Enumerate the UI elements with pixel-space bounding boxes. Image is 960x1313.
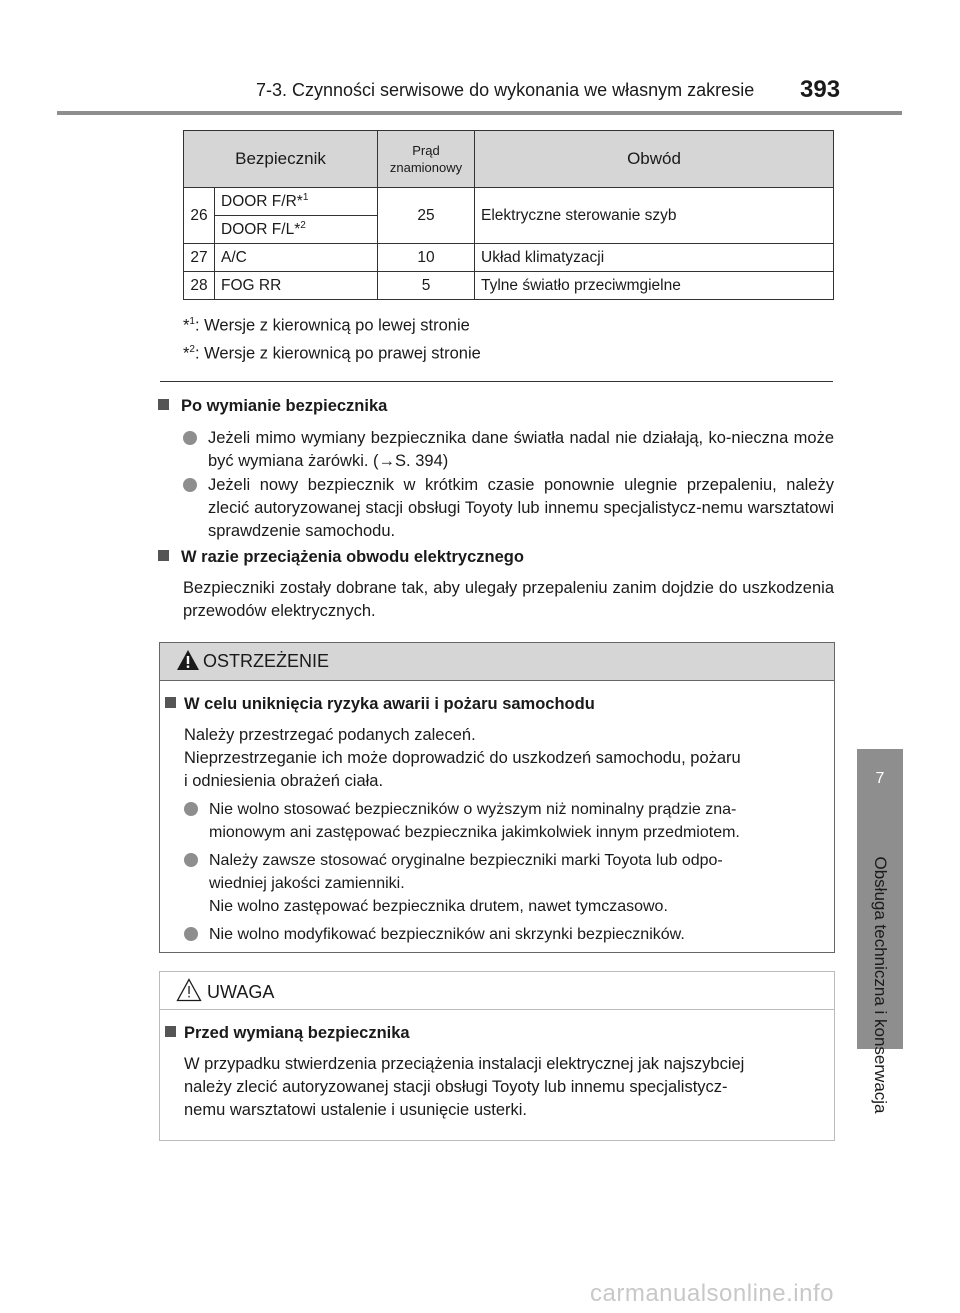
square-bullet-icon [158, 550, 169, 561]
footnote-sup: 1 [189, 316, 195, 327]
table-row [184, 244, 834, 272]
footnote-1 [183, 316, 470, 336]
fuse-number: 28 [184, 272, 215, 300]
caution-triangle-icon [176, 978, 202, 1002]
table-row [184, 188, 834, 216]
page-number: 393 [800, 76, 841, 103]
notice-heading: UWAGA [207, 982, 275, 1002]
notice-paragraph [184, 1053, 820, 1122]
list-item-line: wiedniej jakości zamienniki. [209, 875, 405, 892]
warning-title-text: W celu uniknięcia ryzyka awarii i pożaru samochodu [184, 695, 595, 713]
list-item-text [209, 923, 820, 946]
table-header-row [184, 131, 834, 188]
list-item [183, 427, 834, 473]
table-row [184, 272, 834, 300]
fuse-circuit: Tylne światło przeciwmgielne [475, 272, 834, 300]
notice-title [165, 1024, 410, 1043]
col-header-current [378, 131, 475, 188]
fuse-amperage: 5 [378, 272, 475, 300]
list-item [184, 923, 820, 946]
list-item [184, 849, 820, 918]
fuse-name [215, 216, 378, 244]
col-header-fuse: Bezpiecznik [184, 131, 378, 188]
bullet-dot-icon [184, 802, 198, 816]
warning-box-header [160, 643, 834, 681]
square-bullet-icon [165, 1026, 176, 1037]
notice-paragraph-line: należy zlecić autoryzowanej stacji obsługi Toyoty lub innemu specjalistycz- [184, 1078, 728, 1096]
section-title-after-replacement [158, 397, 387, 416]
fuse-name [215, 188, 378, 216]
list-item-line: Nie wolno stosować bezpieczników o wyższym niż nominalny prądzie zna- [209, 801, 737, 818]
chapter-title: Obsługa techniczna i konserwacja [871, 856, 890, 1114]
col-header-circuit: Obwód [475, 131, 834, 188]
list-item-text: Jeżeli mimo wymiany bezpiecznika dane światła nadal nie działają, ko-nieczna może być wymiana żarówki. (→S. 394) [208, 429, 834, 470]
fuse-number: 27 [184, 244, 215, 272]
notice-title-text: Przed wymianą bezpiecznika [184, 1024, 410, 1042]
square-bullet-icon [158, 399, 169, 410]
fuse-name: A/C [215, 244, 378, 272]
fuse-name: FOG RR [215, 272, 378, 300]
fuse-amperage: 10 [378, 244, 475, 272]
warning-paragraph-line: Nieprzestrzeganie ich może doprowadzić do uszkodzeń samochodu, pożaru [184, 749, 741, 767]
footnote-text: : Wersje z kierownicą po prawej stronie [194, 344, 481, 363]
header-rule [57, 111, 902, 115]
notice-box-header [160, 972, 834, 1010]
footnote-2 [183, 344, 481, 364]
bullet-dot-icon [184, 927, 198, 941]
bullet-dot-icon [184, 853, 198, 867]
overload-paragraph: Bezpieczniki zostały dobrane tak, aby ulegały przepaleniu zanim dojdzie do uszkodzenia przewodów elektrycznych. [183, 579, 834, 620]
list-item-line: mionowym ani zastępować bezpiecznika jakimkolwiek innym przedmiotem. [209, 824, 740, 841]
list-item-line: Nie wolno zastępować bezpiecznika drutem, nawet tymczasowo. [209, 898, 668, 915]
list-item-line: Należy zawsze stosować oryginalne bezpieczniki marki Toyota lub odpo- [209, 852, 723, 869]
fuse-name-text: DOOR F/L* [221, 221, 301, 239]
fuse-amperage: 25 [378, 188, 475, 244]
watermark: carmanualsonline.info [590, 1280, 834, 1307]
fuse-number: 26 [184, 188, 215, 244]
footnote-ref: 1 [302, 191, 309, 203]
warning-paragraph [184, 724, 820, 793]
warning-paragraph-line: Należy przestrzegać podanych zaleceń. [184, 726, 476, 744]
list-item [183, 474, 834, 543]
square-bullet-icon [165, 697, 176, 708]
fuse-circuit: Elektryczne sterowanie szyb [475, 188, 834, 244]
section-title-text: W razie przeciążenia obwodu elektrycznego [181, 548, 524, 566]
footnote-mark: * [183, 344, 190, 363]
section-title-overload [158, 548, 524, 567]
footnote-text: : Wersje z kierownicą po lewej stronie [194, 316, 470, 335]
list-item-line: Nie wolno modyfikować bezpieczników ani skrzynki bezpieczników. [209, 926, 685, 943]
fuse-table [183, 130, 834, 300]
footnote-ref: 2 [300, 219, 306, 231]
section-divider [160, 381, 833, 382]
notice-paragraph-line: nemu warsztatowi ustalenie i usunięcie usterki. [184, 1101, 527, 1119]
warning-paragraph-line: i odniesienia obrażeń ciała. [184, 772, 384, 790]
warning-title [165, 695, 595, 714]
list-item-text [209, 798, 820, 844]
footnote-sup: 2 [189, 344, 195, 355]
list-item-text: Jeżeli nowy bezpiecznik w krótkim czasie ponownie ulegnie przepaleniu, należy zlecić autoryzowanej stacji obsługi Toyoty lub innemu specjalistycz-nemu warsztatowi sprawdzenie samochodu. [208, 476, 834, 540]
list-item [184, 798, 820, 844]
chapter-number: 7 [875, 770, 885, 787]
section-title-text: Po wymianie bezpiecznika [181, 397, 388, 415]
bullet-dot-icon [183, 431, 197, 445]
bullet-dot-icon [183, 478, 197, 492]
warning-heading: OSTRZEŻENIE [203, 651, 330, 671]
fuse-circuit: Układ klimatyzacji [475, 244, 834, 272]
notice-paragraph-line: W przypadku stwierdzenia przeciążenia instalacji elektrycznej jak najszybciej [184, 1055, 745, 1073]
warning-triangle-icon [176, 649, 200, 671]
list-item-text [209, 849, 820, 918]
footnote-mark: * [183, 316, 190, 335]
notice-box [159, 971, 835, 1141]
col-header-current-text: Prąd znamionowy [389, 143, 463, 175]
fuse-name-text: DOOR F/R* [221, 193, 303, 211]
section-header: 7-3. Czynności serwisowe do wykonania we własnym zakresie [256, 80, 755, 100]
warning-box [159, 642, 835, 953]
